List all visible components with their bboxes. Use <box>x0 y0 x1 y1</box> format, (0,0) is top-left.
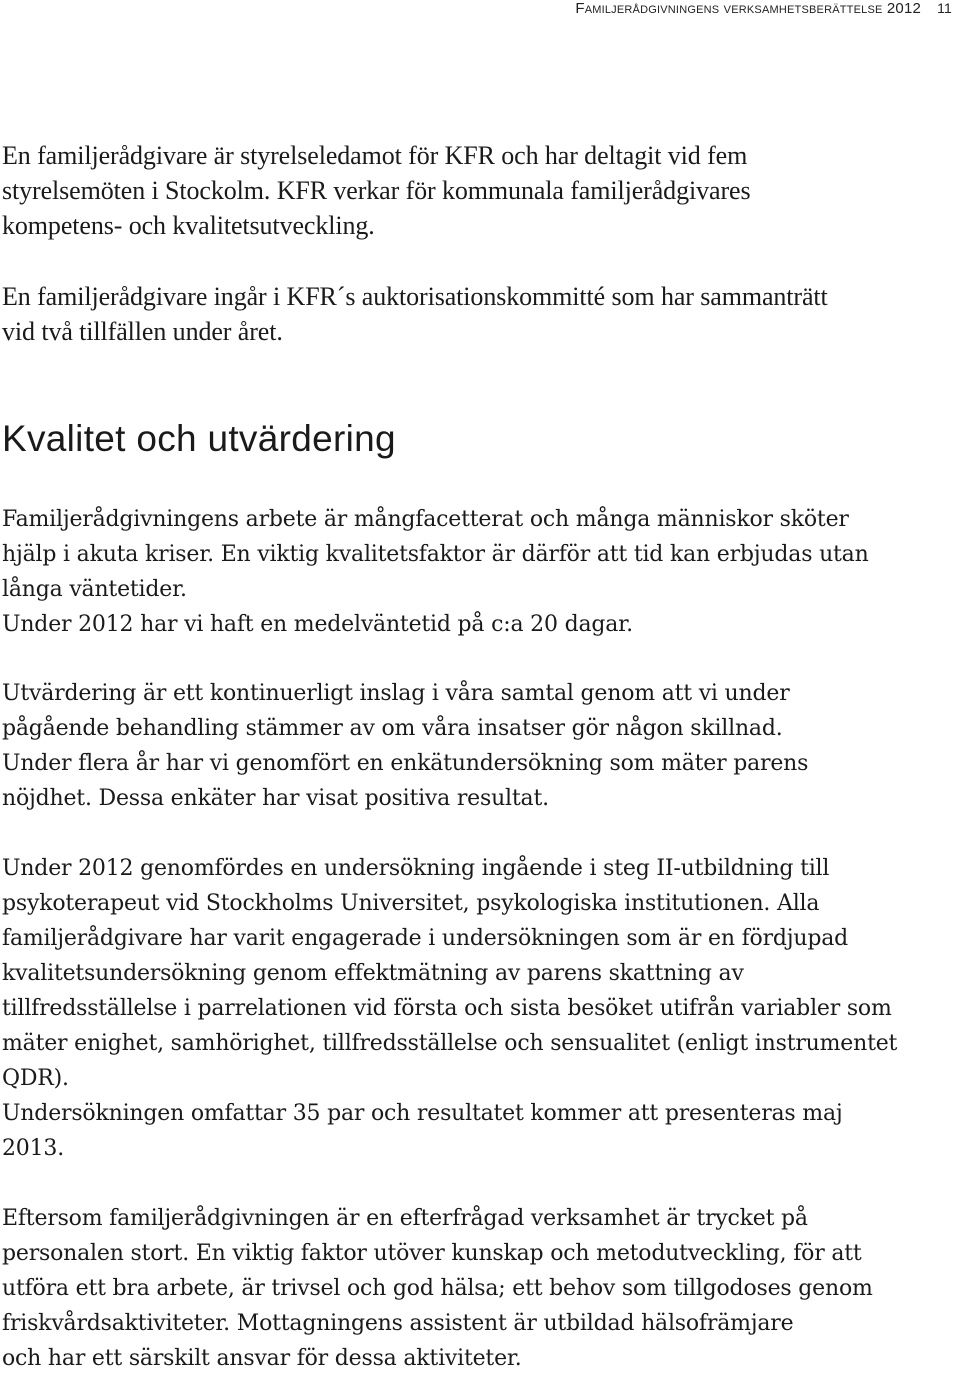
section-heading: Kvalitet och utvärdering <box>2 418 396 459</box>
text-line: styrelsemöten i Stockolm. KFR verkar för kommunala familjerådgivares <box>2 176 751 205</box>
paragraph-study <box>2 851 958 1166</box>
text-line: familjerådgivare har varit engagerade i undersökningen som är en fördjupad <box>2 926 849 951</box>
text-line: Under 2012 genomfördes en undersökning ingående i steg II-utbildning till <box>2 856 830 881</box>
paragraph-wellness <box>2 1201 958 1376</box>
text-line: kvalitetsundersökning genom effektmätning av parens skattning av <box>2 961 744 986</box>
paragraph-authorization-committee <box>2 279 958 349</box>
text-line: nöjdhet. Dessa enkäter har visat positiva resultat. <box>2 786 549 811</box>
paragraph-evaluation <box>2 676 958 816</box>
text-line: 2013. <box>2 1136 64 1161</box>
text-line: Eftersom familjerådgivningen är en efterfrågad verksamhet är trycket på <box>2 1206 808 1231</box>
text-line: mäter enighet, samhörighet, tillfredsställelse och sensualitet (enligt instrumentet <box>2 1031 898 1056</box>
text-line: Under 2012 har vi haft en medelväntetid på c:a 20 dagar. <box>2 612 633 637</box>
text-line: pågående behandling stämmer av om våra insatser gör någon skillnad. <box>2 716 783 741</box>
text-line: Utvärdering är ett kontinuerligt inslag i våra samtal genom att vi under <box>2 681 790 706</box>
text-line: och har ett särskilt ansvar för dessa aktiviteter. <box>2 1346 522 1371</box>
paragraph-kfr-board <box>2 138 958 243</box>
text-line: Familjerådgivningens arbete är mångfacetterat och många människor sköter <box>2 507 849 532</box>
text-line: Undersökningen omfattar 35 par och resultatet kommer att presenteras maj <box>2 1101 843 1126</box>
text-line: vid två tillfällen under året. <box>2 317 283 346</box>
text-line: Under flera år har vi genomfört en enkätundersökning som mäter parens <box>2 751 809 776</box>
text-line: tillfredsställelse i parrelationen vid första och sista besöket utifrån variabler som <box>2 996 892 1021</box>
running-header <box>575 0 952 17</box>
header-title: Familjerådgivningens verksamhetsberättelse 2012 <box>575 0 922 17</box>
text-line: kompetens- och kvalitetsutveckling. <box>2 211 375 240</box>
text-line: En familjerådgivare är styrelseledamot för KFR och har deltagit vid fem <box>2 141 748 170</box>
paragraph-waiting-times <box>2 502 958 642</box>
text-line: psykoterapeut vid Stockholms Universitet, psykologiska institutionen. Alla <box>2 891 820 916</box>
text-line: långa väntetider. <box>2 577 187 602</box>
page-number: 11 <box>937 0 952 16</box>
text-line: hjälp i akuta kriser. En viktig kvalitetsfaktor är därför att tid kan erbjudas utan <box>2 542 869 567</box>
text-line: friskvårdsaktiviteter. Mottagningens assistent är utbildad hälsofrämjare <box>2 1311 794 1336</box>
text-line: utföra ett bra arbete, är trivsel och god hälsa; ett behov som tillgodoses genom <box>2 1276 873 1301</box>
text-line: personalen stort. En viktig faktor utöver kunskap och metodutveckling, för att <box>2 1241 862 1266</box>
text-line: En familjerådgivare ingår i KFR´s auktorisationskommitté som har sammanträtt <box>2 282 828 311</box>
text-line: QDR). <box>2 1066 69 1091</box>
